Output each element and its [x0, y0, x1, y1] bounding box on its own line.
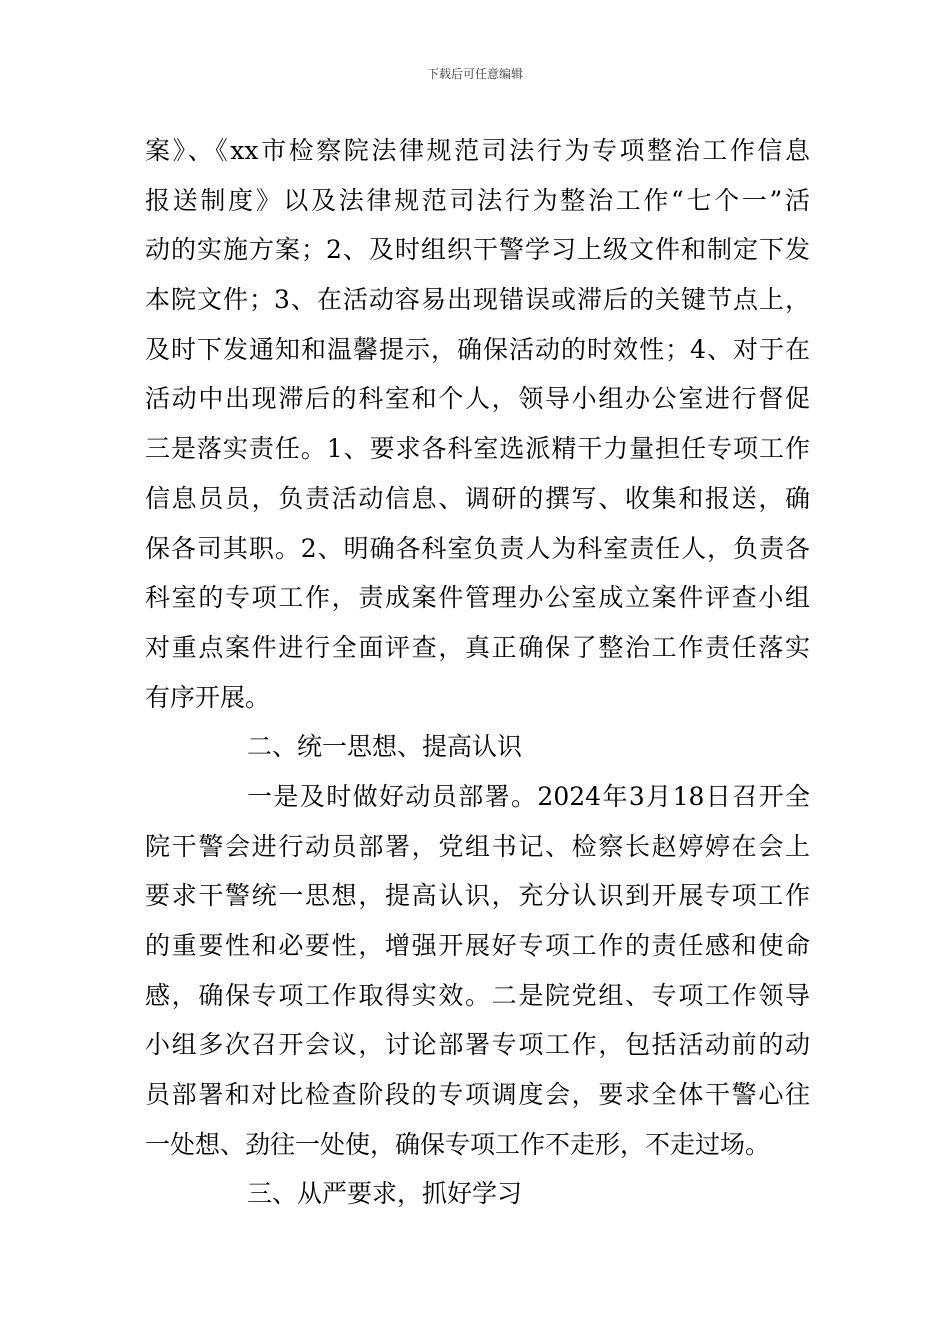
section-heading: 三、从严要求，抓好学习 — [247, 1179, 523, 1209]
paragraph-first-line: 一是及时做好动员部署。2024年3月18日召开全 — [247, 781, 810, 811]
text-line: 三是落实责任。1、要求各科室选派精干力量担任专项工作 — [145, 434, 810, 464]
text-line: 科室的专项工作，责成案件管理办公室成立案件评查小组 — [145, 583, 810, 613]
text-line: 感，确保专项工作取得实效。二是院党组、专项工作领导 — [145, 980, 810, 1010]
text-line: 院干警会进行动员部署，党组书记、检察长赵婷婷在会上 — [145, 831, 810, 861]
text-line: 信息员员，负责活动信息、调研的撰写、收集和报送，确 — [145, 483, 810, 513]
text-line: 报送制度》以及法律规范司法行为整治工作“七个一”活 — [145, 185, 810, 215]
text-line: 员部署和对比检查阶段的专项调度会，要求全体干警心往 — [145, 1080, 810, 1110]
text-line: 有序开展。 — [145, 682, 271, 712]
text-line: 保各司其职。2、明确各科室负责人为科室责任人，负责各 — [145, 533, 810, 563]
section-heading: 二、统一思想、提高认识 — [247, 732, 523, 762]
text-line: 动的实施方案；2、及时组织干警学习上级文件和制定下发 — [145, 235, 810, 265]
document-body — [145, 126, 810, 1219]
text-line: 案》、《xx市检察院法律规范司法行为专项整治工作信息 — [145, 136, 810, 165]
text-line: 本院文件；3、在活动容易出现错误或滞后的关键节点上， — [145, 285, 810, 315]
text-line: 活动中出现滞后的科室和个人，领导小组办公室进行督促 — [145, 384, 810, 414]
text-line: 对重点案件进行全面评查，真正确保了整治工作责任落实 — [145, 632, 810, 662]
text-line: 小组多次召开会议，讨论部署专项工作，包括活动前的动 — [145, 1030, 810, 1060]
text-line: 要求干警统一思想，提高认识，充分认识到开展专项工作 — [145, 881, 810, 911]
text-line: 的重要性和必要性，增强开展好专项工作的责任感和使命 — [145, 931, 810, 960]
text-line: 及时下发通知和温馨提示，确保活动的时效性；4、对于在 — [145, 334, 810, 364]
page-header-note: 下载后可任意编辑 — [426, 67, 523, 81]
text-line: 一处想、劲往一处使，确保专项工作不走形，不走过场。 — [145, 1129, 771, 1159]
